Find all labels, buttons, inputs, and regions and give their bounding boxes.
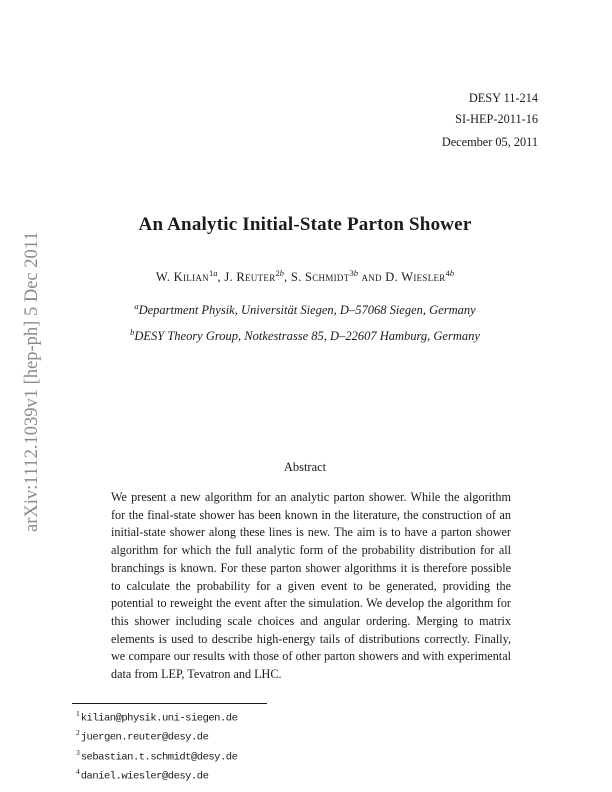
abstract-text: We present a new algorithm for an analytic parton shower. While the algorithm for the final-state shower has been known in the literature, the construction of an initial-state shower along these lines is new. The aim is to have a parton shower algorithm for which the full analytic form of the probability distribution for all branchings is known. For these parton shower algorithms it is therefore possible to calculate the probability for a given event to be generated, providing the potential to reweight the event after the simulation. We develop the algorithm for this shower including scale choices and angular ordering. Merging to matrix elements is used to describe high-energy tails of distributions correctly. Finally, we compare our results with those of other parton showers and with experimental data from LEP, Tevatron and LHC. bbox=[111, 490, 511, 682]
affiliation-mark: a bbox=[134, 301, 139, 311]
date: December 05, 2011 bbox=[441, 135, 538, 149]
footnote-4 bbox=[76, 765, 237, 784]
footnote-mark: 3 bbox=[76, 747, 80, 757]
author-footnote-mark: 1a bbox=[208, 268, 218, 278]
author bbox=[291, 270, 385, 284]
author-separator: , bbox=[217, 270, 225, 285]
footnote-mark: 4 bbox=[76, 766, 80, 776]
report-numbers bbox=[455, 88, 538, 130]
footnote-email: daniel.wiesler@desy.de bbox=[80, 770, 209, 783]
author-footnote-mark: 4b bbox=[445, 268, 455, 278]
footnote-1 bbox=[76, 707, 237, 726]
author-footnote-mark: 2b bbox=[275, 268, 284, 278]
author bbox=[385, 270, 454, 284]
footnote-email: kilian@physik.uni-siegen.de bbox=[80, 712, 238, 725]
arxiv-stamp: arXiv:1112.1039v1 [hep-ph] 5 Dec 2011 bbox=[22, 231, 42, 532]
footnote-rule bbox=[72, 703, 267, 704]
footnote-email: juergen.reuter@desy.de bbox=[80, 731, 209, 744]
author bbox=[156, 270, 224, 284]
author-name: D. Wiesler bbox=[385, 270, 446, 285]
footnote-3 bbox=[76, 746, 237, 765]
author bbox=[224, 270, 291, 284]
author-separator: , bbox=[284, 270, 291, 285]
footnote-2 bbox=[76, 726, 237, 745]
footnote-email: sebastian.t.schmidt@desy.de bbox=[80, 751, 238, 764]
paper-title: An Analytic Initial-State Parton Shower bbox=[138, 214, 472, 235]
author-separator: and bbox=[358, 270, 386, 285]
author-name: W. Kilian bbox=[155, 270, 209, 285]
abstract-heading: Abstract bbox=[283, 460, 327, 474]
author-name: J. Reuter bbox=[224, 270, 276, 285]
affiliation-mark: b bbox=[130, 326, 135, 337]
footnote-mark: 1 bbox=[76, 709, 80, 718]
affiliation-b: $^b$DESY Theory Group, Notkestrasse 85, D–22607 Hamburg, Germany bbox=[130, 326, 480, 343]
author-footnote-mark: 3b bbox=[349, 268, 359, 278]
affiliations bbox=[72, 296, 538, 347]
author-line bbox=[72, 268, 538, 285]
report-number-2: SI-HEP-2011-16 bbox=[455, 112, 538, 126]
affiliation-a: $^a$Department Physik, Universität Siegen, D–57068 Siegen, Germany bbox=[134, 301, 476, 318]
author-name: S. Schmidt bbox=[290, 270, 350, 285]
footnotes bbox=[76, 707, 237, 784]
footnote-mark: 2 bbox=[76, 728, 80, 738]
report-number-1: DESY 11-214 bbox=[468, 91, 538, 105]
